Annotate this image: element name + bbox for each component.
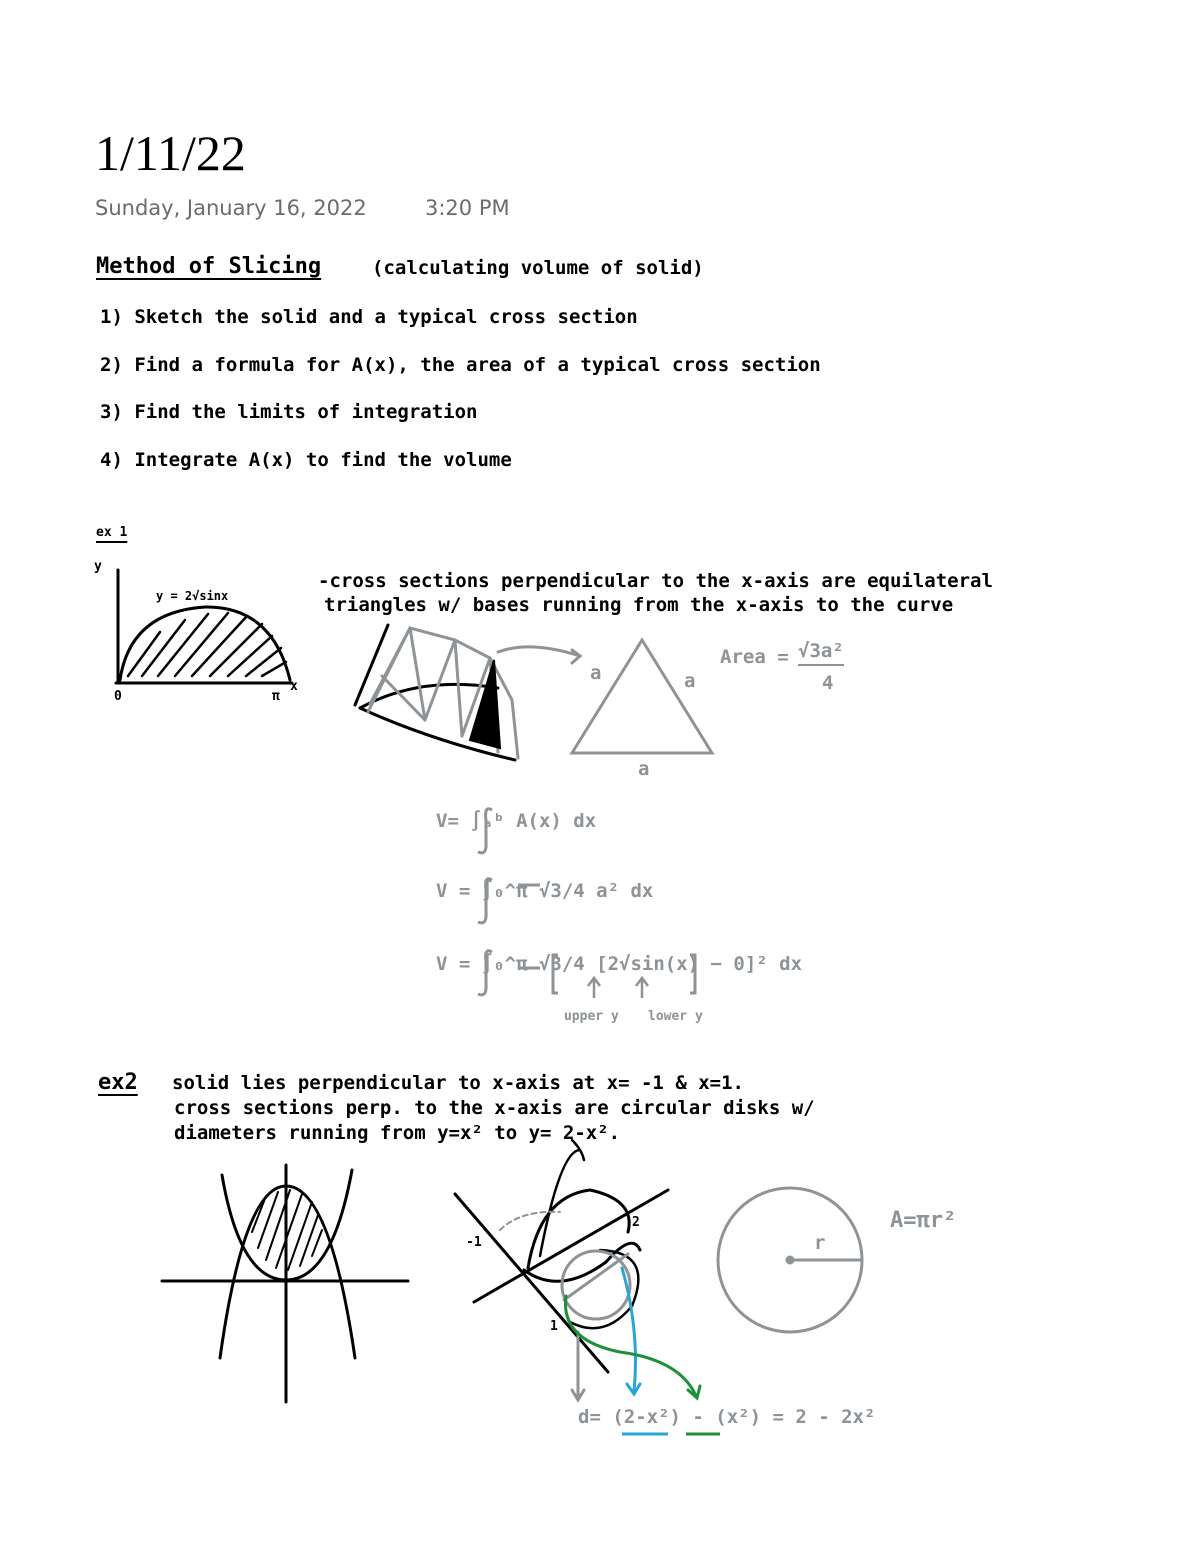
ex1-curve-label: y = 2√sinx — [156, 589, 229, 603]
triangle-side-right: a — [684, 670, 696, 692]
ex2-solid-sketch — [455, 1140, 700, 1400]
ex1-limit-arrows — [588, 978, 648, 998]
area-label: Area = — [720, 646, 789, 668]
ex1-description-line-2: triangles w/ bases running from the x-axis to the curve — [324, 594, 954, 616]
triangle-side-left: a — [590, 662, 602, 684]
step-1: 1) Sketch the solid and a typical cross section — [100, 306, 638, 328]
step-3: 3) Find the limits of integration — [100, 401, 478, 423]
area-numerator: √3a² — [798, 642, 844, 666]
ex2-graph — [162, 1165, 408, 1402]
circle-radius-label: r — [814, 1232, 826, 1254]
ex2-text-line-2: cross sections perp. to the x-axis are circular disks w/ — [174, 1097, 815, 1119]
ex2-text-line-1: solid lies perpendicular to x-axis at x= -1 & x=1. — [172, 1072, 744, 1094]
sketch-left-edge — [355, 625, 388, 705]
step-4: 4) Integrate A(x) to find the volume — [100, 449, 512, 471]
ex1-end-label: π — [272, 689, 280, 704]
ex1-x-label: x — [290, 679, 298, 694]
area-denominator: 4 — [822, 672, 834, 694]
ex1-origin-label: 0 — [114, 689, 122, 704]
triangle-side-bottom: a — [638, 758, 650, 780]
ex2-label-1: 1 — [550, 1319, 558, 1334]
ex1-equilateral-triangle — [572, 640, 712, 753]
ex2-label-neg1: -1 — [466, 1235, 482, 1250]
ex2-label-2: 2 — [632, 1215, 640, 1230]
ex1-y-label: y — [94, 559, 102, 574]
ex2-text-line-3: diameters running from y=x² to y= 2-x². — [174, 1122, 621, 1144]
page-date: Sunday, January 16, 2022 — [95, 196, 367, 220]
ex2-circle-diagram — [718, 1188, 862, 1332]
upper-y-label: upper y — [564, 1009, 619, 1024]
ex1-description-line-1: -cross sections perpendicular to the x-axis are equilateral — [318, 570, 993, 592]
step-2: 2) Find a formula for A(x), the area of a typical cross section — [100, 354, 821, 376]
ex1-label: ex 1 — [96, 525, 128, 540]
diameter-formula: d= (2-x²) - (x²) = 2 - 2x² — [578, 1406, 876, 1428]
volume-integral-1: V= ∫ₐᵇ A(x) dx — [436, 810, 597, 832]
ex1-cross-section-sketch — [355, 625, 580, 760]
volume-integral-2: V = ∫₀^π √3/4 a² dx — [436, 880, 654, 902]
ex2-label: ex2 — [98, 1070, 138, 1095]
page-title: 1/11/22 — [95, 125, 246, 181]
lower-y-label: lower y — [648, 1009, 703, 1024]
page-time: 3:20 PM — [425, 196, 510, 220]
circle-area-formula: A=πr² — [890, 1208, 957, 1233]
ex1-graph — [116, 570, 292, 683]
notes-heading-note: (calculating volume of solid) — [372, 257, 704, 279]
volume-integral-3: V = ∫₀^π √3/4 [2√sin(x) − 0]² dx — [436, 953, 803, 975]
notes-heading: Method of Slicing — [96, 254, 322, 279]
